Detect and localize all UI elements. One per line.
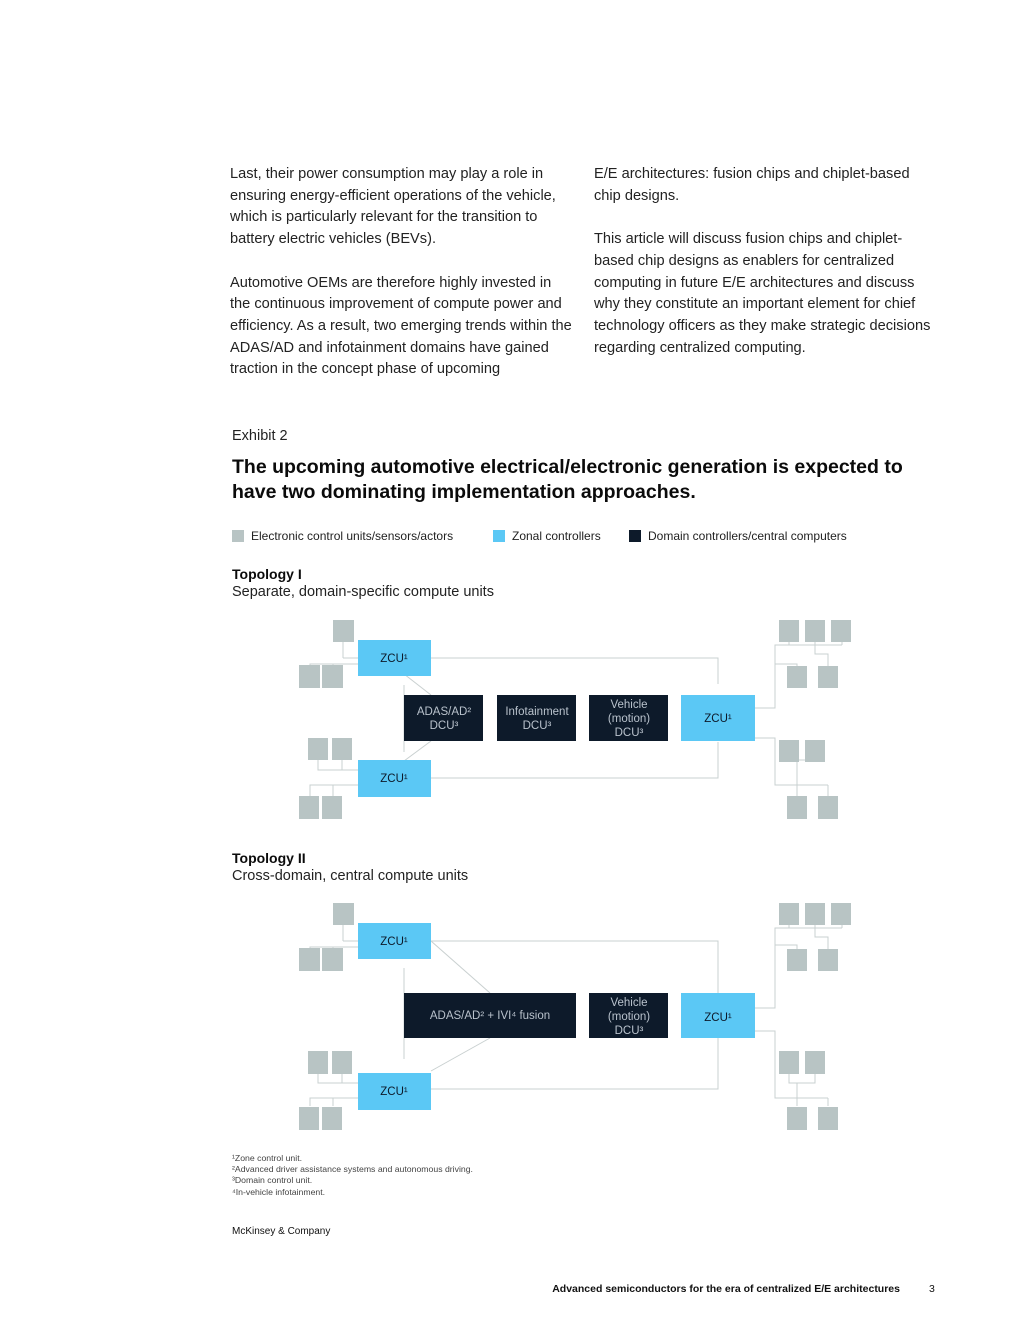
legend-label: Domain controllers/central computers [648,529,847,543]
ecu-box [779,740,799,762]
ecu-box [333,620,354,642]
page-number: 3 [929,1283,935,1295]
exhibit-title: The upcoming automotive electrical/electronic generation is expected to have two dominating implementation approaches. [232,456,903,503]
legend-item-zonal [493,529,601,543]
ecu-box [333,903,354,925]
dcu-label-line: ADAS/AD² [416,706,472,718]
ecu-box [299,1107,319,1130]
legend-item-domain [629,529,847,543]
ecu-box [831,903,851,925]
ecu-box [332,738,352,760]
body-column-left [230,164,575,403]
ecu-box [308,1051,328,1074]
zcu-right [681,993,755,1038]
dcu-adas [404,695,483,741]
footnote: ²Advanced driver assistance systems and autonomous driving. [232,1164,473,1175]
ecu-box [818,666,838,688]
legend-label: Electronic control units/sensors/actors [251,529,454,543]
ecu-box [322,1107,342,1130]
legend-swatch-ecu [232,530,244,542]
topology-1-title: Topology I [232,566,302,582]
ecu-box [787,949,807,971]
paragraph: E/E architectures: fusion chips and chiplet-based chip designs. [594,166,910,204]
zcu-label: ZCU¹ [704,1012,732,1024]
ecu-box [299,796,319,819]
ecu-box [779,903,799,925]
footnotes [232,1153,473,1198]
fusion-central-computer [404,993,576,1038]
running-title: Advanced semiconductors for the era of centralized E/E architectures [552,1283,900,1295]
dcu-label-line: DCU³ [522,720,552,732]
topology-1-subtitle: Separate, domain-specific compute units [232,584,494,600]
ecu-box [818,1107,838,1130]
zcu-bottom [358,1073,431,1110]
dcu-label-line: (motion) [607,1011,651,1023]
ecu-box [779,620,799,642]
ecu-box [779,1051,799,1074]
paragraph: This article will discuss fusion chips and chiplet-based chip designs as enablers for centralized computing in future E/E architectures and discuss why they constitute an important element for chief technology officers as they make strategic decisions regarding centralized computing. [594,231,931,356]
ecu-box [299,948,320,971]
zcu-label: ZCU¹ [704,713,732,725]
ecu-box [308,738,328,760]
ecu-box [322,665,343,688]
ecu-box [322,948,343,971]
topology-1-diagram [0,610,1020,825]
ecu-box [332,1051,352,1074]
footnote: ¹Zone control unit. [232,1153,303,1163]
zcu-label: ZCU¹ [380,1086,408,1098]
topology-2-subtitle: Cross-domain, central compute units [232,868,469,884]
footnote: ⁴In-vehicle infotainment. [232,1186,326,1197]
dcu-label-line: DCU³ [429,720,459,732]
fusion-label: ADAS/AD² + IVI⁴ fusion [429,1010,551,1022]
dcu-label-line: Vehicle [610,997,648,1009]
ecu-box [787,1107,807,1130]
ecu-box [805,740,825,762]
dcu-label-line: Infotainment [505,706,569,718]
ecu-box [818,796,838,819]
dcu-vehicle-motion [589,695,668,741]
legend-swatch-zonal [493,530,505,542]
ecu-box [805,620,825,642]
zcu-label: ZCU¹ [380,773,408,785]
zcu-bottom [358,760,431,797]
dcu-label-line: DCU³ [614,1025,644,1037]
ecu-box [805,903,825,925]
paragraph: Last, their power consumption may play a role in ensuring energy-efficient operations of the vehicle, which is particularly relevant for the transition to battery electric vehicles (BEVs). [230,166,556,248]
body-column-right [594,164,939,381]
legend-swatch-domain [629,530,641,542]
source-credit: McKinsey & Company [232,1226,331,1237]
dcu-infotainment [497,695,576,741]
ecu-box [805,1051,825,1074]
paragraph: Automotive OEMs are therefore highly invested in the continuous improvement of compute power and efficiency. As a result, two emerging trends within the ADAS/AD and infotainment domains have gained traction in the concept phase of upcoming [230,274,572,378]
exhibit-label: Exhibit 2 [232,428,288,444]
ecu-box [787,796,807,819]
footnote: ³Domain control unit. [232,1175,313,1186]
legend-label: Zonal controllers [512,529,601,543]
ecu-box [787,666,807,688]
ecu-box [299,665,320,688]
topology-2-diagram [0,893,1020,1138]
zcu-label: ZCU¹ [380,653,408,665]
zcu-top [358,923,431,959]
dcu-label-line: Vehicle [610,699,648,711]
dcu-label-line: DCU³ [614,727,644,739]
topology-2-title: Topology II [232,850,306,866]
zcu-right [681,695,755,741]
ecu-box [322,796,342,819]
dcu-vehicle-motion [589,993,668,1038]
dcu-label-line: (motion) [607,713,651,725]
ecu-box [831,620,851,642]
zcu-top [358,640,431,676]
ecu-box [818,949,838,971]
zcu-label: ZCU¹ [380,936,408,948]
legend-item-ecu [232,529,453,543]
